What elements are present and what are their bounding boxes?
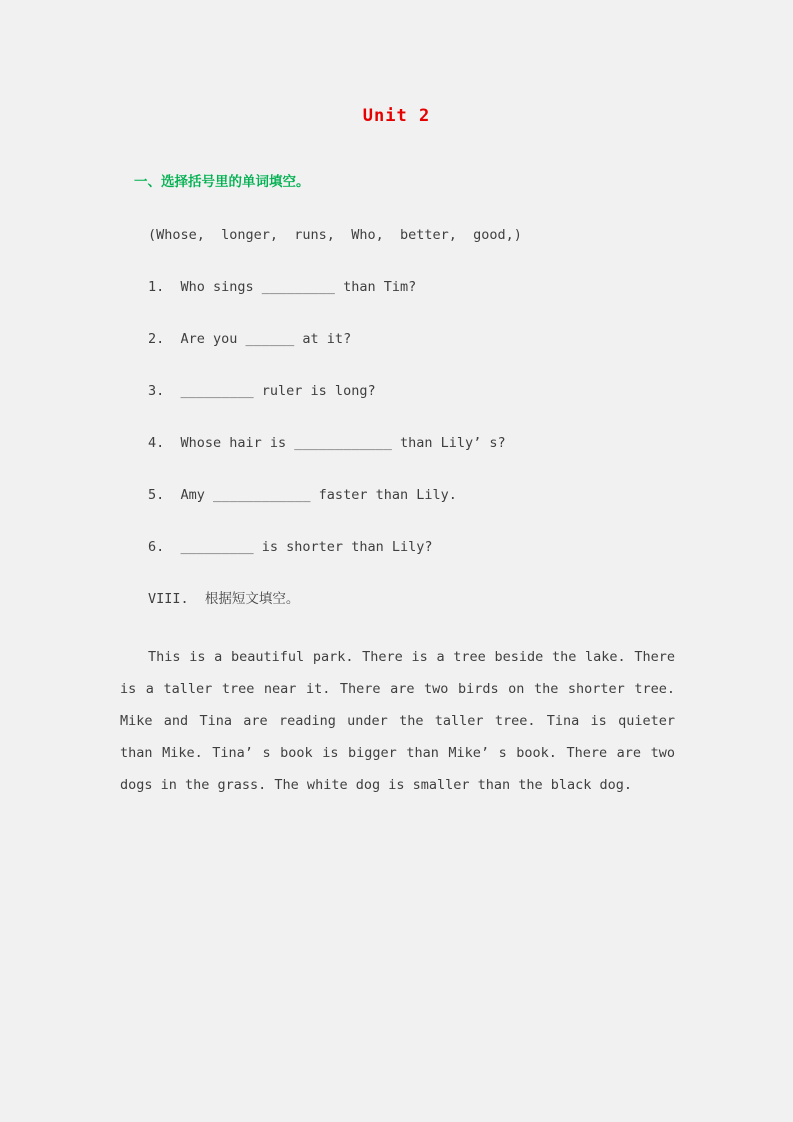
section-two-heading: VIII. 根据短文填空。 [148, 591, 300, 607]
question-item-1: 1. Who sings _________ than Tim? [148, 279, 417, 295]
section-one-heading: 一、选择括号里的单词填空。 [134, 174, 310, 190]
page-title: Unit 2 [362, 106, 431, 126]
question-item-3: 3. _________ ruler is long? [148, 383, 376, 399]
word-bank: (Whose, longer, runs, Who, better, good,) [148, 227, 522, 243]
question-item-4: 4. Whose hair is ____________ than Lily’ s? [148, 435, 506, 451]
question-item-5: 5. Amy ____________ faster than Lily. [148, 487, 457, 503]
question-item-2: 2. Are you ______ at it? [148, 331, 352, 347]
passage-paragraph: This is a beautiful park. There is a tree beside the lake. There is a taller tree near it. There are two birds on the shorter tree. Mike and Tina are reading under the taller tree. Tina is quieter than Mike. Tina’ s book is bigger than Mike’ s book. There are two dogs in the grass. The white dog is smaller than the black dog. [120, 649, 675, 793]
question-item-6: 6. _________ is shorter than Lily? [148, 539, 433, 555]
